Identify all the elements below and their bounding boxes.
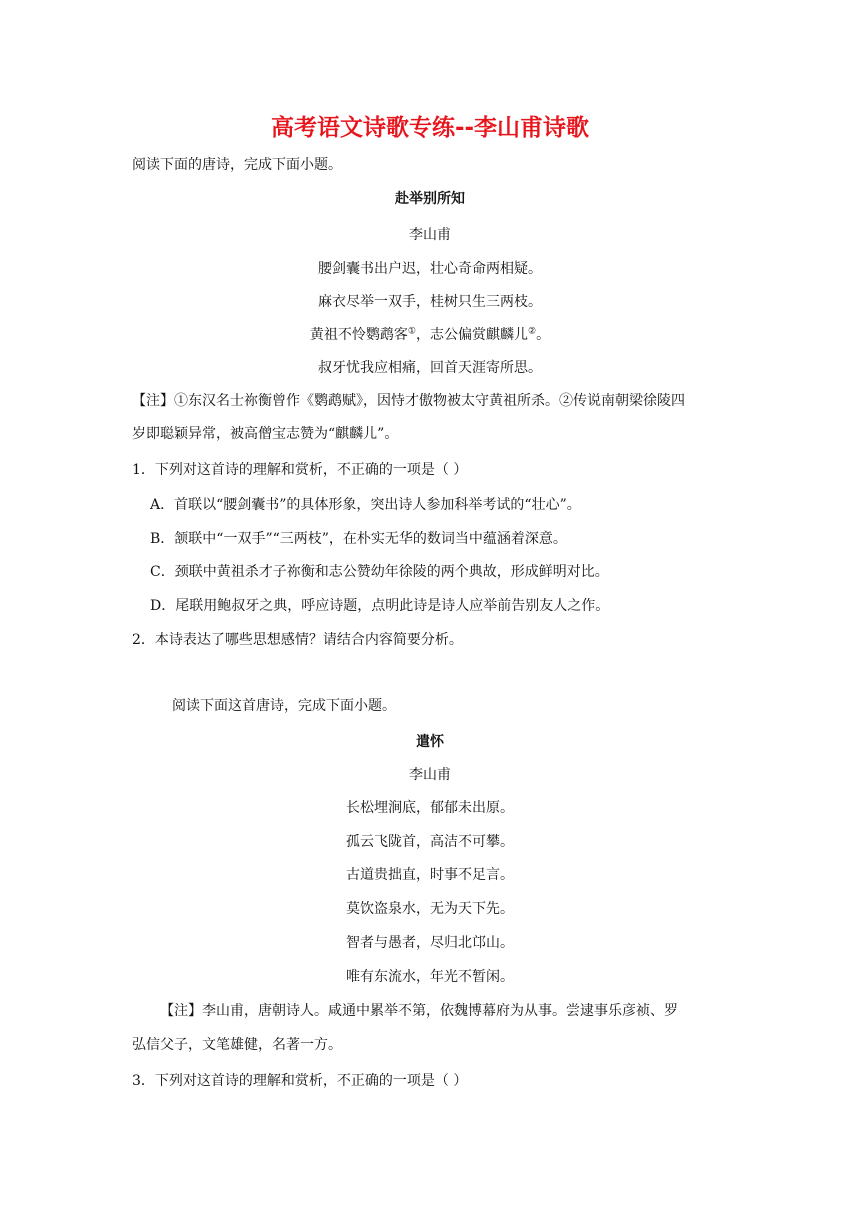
question-3: 3．下列对这首诗的理解和赏析，不正确的一项是（ ） bbox=[132, 1073, 468, 1089]
section2-poem-line-5: 智者与愚者，尽归北邙山。 bbox=[346, 935, 514, 951]
q1-option-b: B．颔联中“一双手”“三两枝”，在朴实无华的数词当中蕴涵着深意。 bbox=[150, 531, 567, 547]
section2-poem-line-3: 古道贵拙直，时事不足言。 bbox=[346, 867, 514, 883]
question-1: 1．下列对这首诗的理解和赏析，不正确的一项是（ ） bbox=[132, 462, 468, 478]
section1-note-line-1: 【注】①东汉名士祢衡曾作《鹦鹉赋》，因恃才傲物被太守黄祖所杀。②传说南朝梁徐陵四 bbox=[132, 393, 685, 409]
footnote-marker-1: ① bbox=[407, 326, 416, 337]
section2-intro: 阅读下面这首唐诗，完成下面小题。 bbox=[172, 698, 396, 714]
section2-poem-author: 李山甫 bbox=[409, 767, 451, 783]
section1-note-line-2: 岁即聪颖异常，被高僧宝志赞为“麒麟儿”。 bbox=[132, 426, 399, 442]
footnote-marker-2: ② bbox=[528, 326, 537, 337]
section1-poem-line-3 bbox=[0, 326, 860, 344]
section2-poem-line-6: 唯有东流水，年光不暂闲。 bbox=[346, 969, 514, 985]
q1-option-a: A．首联以“腰剑囊书”的具体形象，突出诗人参加科举考试的“壮心”。 bbox=[150, 497, 581, 513]
section1-poem-author: 李山甫 bbox=[409, 227, 451, 243]
poem-line-3-part3: 。 bbox=[536, 327, 551, 343]
q1-option-d: D．尾联用鲍叔牙之典，呼应诗题，点明此诗是诗人应举前告别友人之作。 bbox=[150, 598, 610, 614]
poem-line-3-part2: ，志公偏赏麒麟儿 bbox=[416, 327, 528, 343]
section1-poem-line-2: 麻衣尽举一双手，桂树只生三两枝。 bbox=[318, 294, 542, 310]
section2-poem-line-2: 孤云飞陇首，高洁不可攀。 bbox=[346, 834, 514, 850]
section1-poem-line-4: 叔牙忧我应相痛，回首天涯寄所思。 bbox=[318, 360, 542, 376]
section2-note-line-1: 【注】李山甫，唐朝诗人。咸通中累举不第，依魏博幕府为从事。尝逮事乐彦祯、罗 bbox=[160, 1003, 678, 1019]
section2-poem-line-1: 长松埋涧底，郁郁未出原。 bbox=[346, 800, 514, 816]
question-2: 2．本诗表达了哪些思想感情？请结合内容简要分析。 bbox=[132, 632, 463, 648]
section2-poem-title: 遣怀 bbox=[416, 734, 444, 750]
q1-option-c: C．颈联中黄祖杀才子祢衡和志公赞幼年徐陵的两个典故，形成鲜明对比。 bbox=[150, 564, 609, 580]
section1-intro: 阅读下面的唐诗，完成下面小题。 bbox=[132, 157, 342, 173]
poem-line-3-part1: 黄祖不怜鹦鹉客 bbox=[309, 327, 408, 343]
section2-poem-line-4: 莫饮盗泉水，无为天下先。 bbox=[346, 901, 514, 917]
page-title: 高考语文诗歌专练--李山甫诗歌 bbox=[270, 115, 590, 141]
section2-note-line-2: 弘信父子，文笔雄健，名著一方。 bbox=[132, 1037, 342, 1053]
section1-poem-title: 赴举别所知 bbox=[395, 191, 465, 207]
section1-poem-line-1: 腰剑囊书出户迟，壮心奇命两相疑。 bbox=[318, 261, 542, 277]
